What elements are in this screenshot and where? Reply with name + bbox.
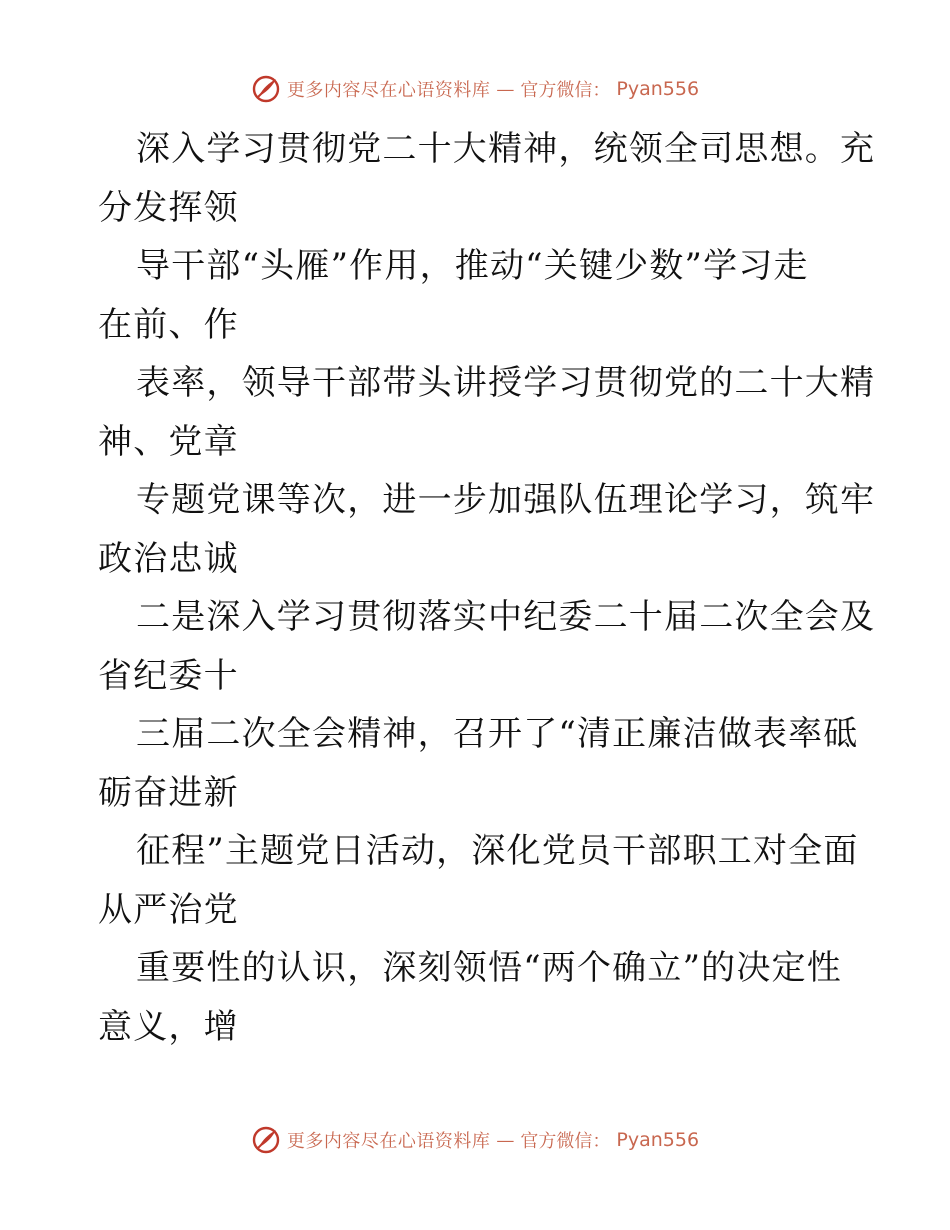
text-line: 意义，增 xyxy=(98,1006,239,1047)
text-line: 分发挥领 xyxy=(98,187,239,228)
banner-separator: — xyxy=(496,78,515,100)
footer-watermark-banner xyxy=(0,1123,950,1157)
banner-text: 更多内容尽在心语资料库 xyxy=(286,1131,491,1152)
header-watermark-banner xyxy=(0,72,950,106)
banner-wechat-label: 官方微信： xyxy=(520,1131,611,1152)
text-line: 政治忠诚 xyxy=(98,538,239,579)
text-line: 省纪委十 xyxy=(98,655,239,696)
text-line: 从严治党 xyxy=(98,889,239,930)
banner-separator: — xyxy=(496,1129,515,1151)
feather-pen-logo-icon xyxy=(251,1125,281,1155)
text-line: 重要性的认识，深刻领悟“两个确立”的决定性 xyxy=(136,948,842,988)
text-line: 在前、作 xyxy=(98,304,239,345)
text-line: 专题党课等次，进一步加强队伍理论学习，筑牢 xyxy=(136,480,876,520)
text-line: 深入学习贯彻党二十大精神，统领全司思想。充 xyxy=(136,129,876,169)
banner-wechat-label: 官方微信： xyxy=(520,80,611,101)
banner-wechat-id: Pyan556 xyxy=(616,78,700,100)
text-line: 三届二次全会精神，召开了“清正廉洁做表率砥 xyxy=(136,714,859,754)
text-line: 表率，领导干部带头讲授学习贯彻党的二十大精 xyxy=(136,363,876,403)
banner-wechat-id: Pyan556 xyxy=(616,1129,700,1151)
feather-pen-logo-icon xyxy=(251,74,281,104)
banner-text: 更多内容尽在心语资料库 xyxy=(286,80,491,101)
text-line: 征程”主题党日活动，深化党员干部职工对全面 xyxy=(136,831,859,871)
text-line: 二是深入学习贯彻落实中纪委二十届二次全会及 xyxy=(136,597,876,637)
text-line: 砺奋进新 xyxy=(98,772,239,813)
text-line: 神、党章 xyxy=(98,421,239,462)
document-body xyxy=(98,120,876,1056)
text-line: 导干部“头雁”作用，推动“关键少数”学习走 xyxy=(136,246,809,286)
